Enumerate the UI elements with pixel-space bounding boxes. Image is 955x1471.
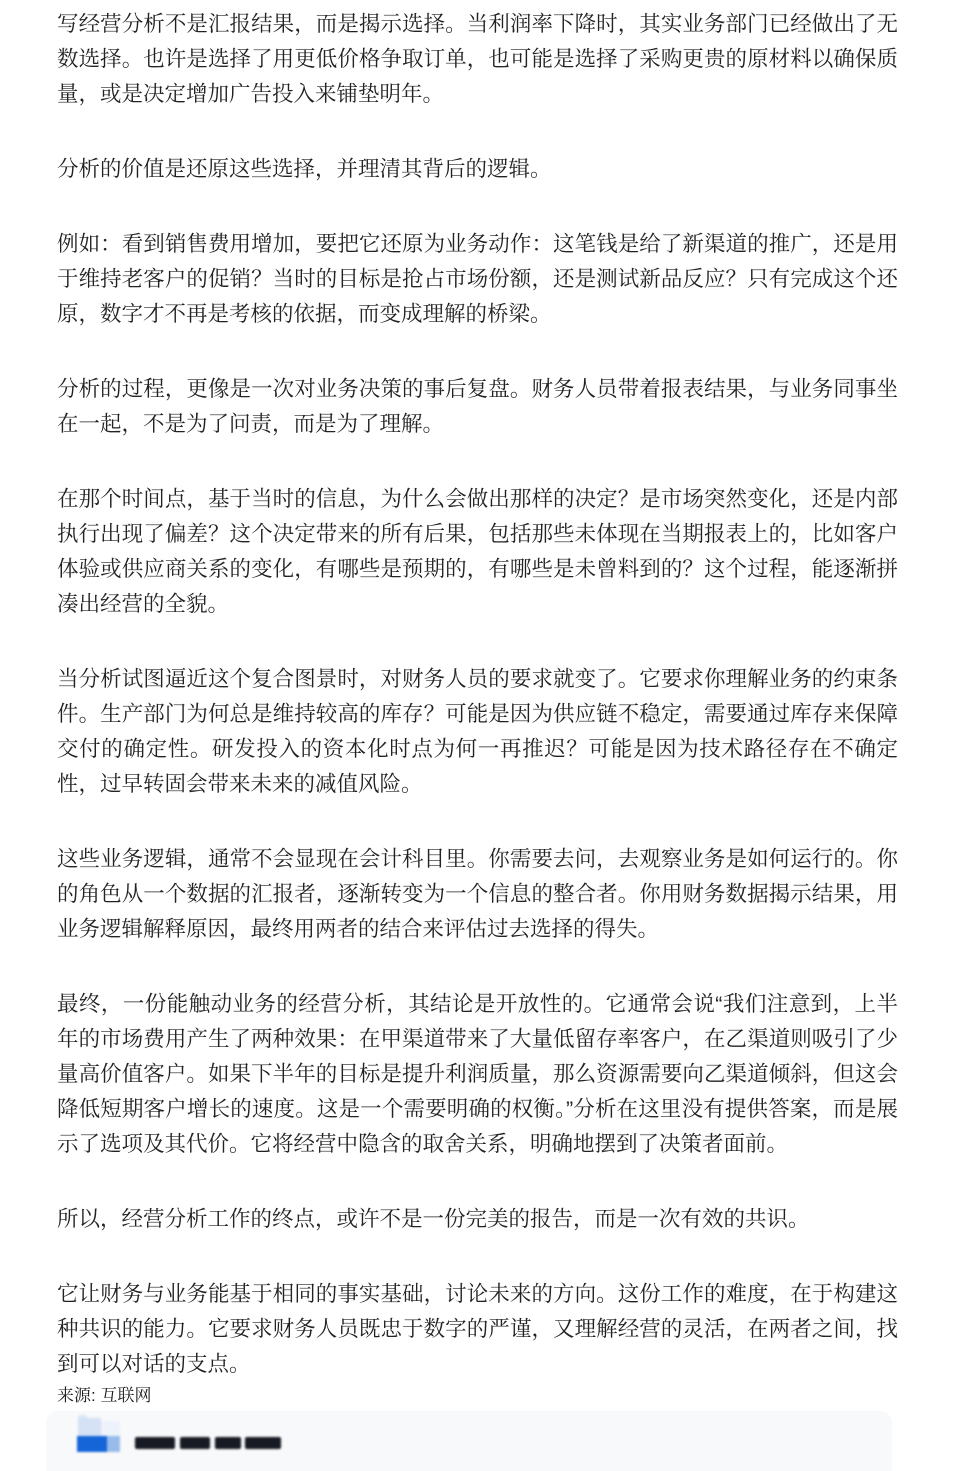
logo-block-pale: [101, 1421, 120, 1436]
logo-block-blue: [77, 1436, 107, 1452]
paragraph-5: 在那个时间点，基于当时的信息，为什么会做出那样的决定？是市场突然变化，还是内部执行出现了偏差？这个决定带来的所有后果，包括那些未体现在当期报表上的，比如客户体验或供应商关系的变化，有哪些是预期的，有哪些是未曾料到的？这个过程，能逐渐拼凑出经营的全貌。: [57, 487, 898, 616]
blurred-card-text: [135, 1437, 175, 1449]
paragraph-7: 这些业务逻辑，通常不会显现在会计科目里。你需要去问，去观察业务是如何运行的。你的角色从一个数据的汇报者，逐渐转变为一个信息的整合者。你用财务数据揭示结果，用业务逻辑解释原因，最终用两者的结合来评估过去选择的得失。: [57, 847, 898, 941]
paragraph-10: 它让财务与业务能基于相同的事实基础，讨论未来的方向。这份工作的难度，在于构建这种共识的能力。它要求财务人员既忠于数字的严谨，又理解经营的灵活，在两者之间，找到可以对话的支点。: [57, 1282, 898, 1376]
source-label: 来源: 互联网: [57, 1386, 152, 1405]
paragraph-3: 例如：看到销售费用增加，要把它还原为业务动作：这笔钱是给了新渠道的推广，还是用于维持老客户的促销？当时的目标是抢占市场份额，还是测试新品反应？只有完成这个还原，数字才不再是考核的依据，而变成理解的桥梁。: [57, 232, 898, 326]
blurred-logo-icon: [77, 1415, 122, 1455]
paragraph-9: 所以，经营分析工作的终点，或许不是一份完美的报告，而是一次有效的共识。: [57, 1207, 810, 1231]
blurred-card-text: [245, 1437, 281, 1449]
paragraph-1: 写经营分析不是汇报结果，而是揭示选择。当利润率下降时，其实业务部门已经做出了无数选择。也许是选择了用更低价格争取订单，也可能是选择了采购更贵的原材料以确保质量，或是决定增加广告投入来铺垫明年。: [57, 12, 898, 106]
paragraph-6: 当分析试图逼近这个复合图景时，对财务人员的要求就变了。它要求你理解业务的约束条件。生产部门为何总是维持较高的库存？可能是因为供应链不稳定，需要通过库存来保障交付的确定性。研发投入的资本化时点为何一再推迟？可能是因为技术路径存在不确定性，过早转固会带来未来的减值风险。: [57, 667, 898, 796]
blurred-card-text: [180, 1437, 210, 1449]
blurred-card-text: [215, 1437, 241, 1449]
attachment-card[interactable]: [46, 1411, 892, 1471]
paragraph-2: 分析的价值是还原这些选择，并理清其背后的逻辑。: [57, 157, 552, 181]
logo-block-light: [78, 1418, 101, 1436]
paragraph-4: 分析的过程，更像是一次对业务决策的事后复盘。财务人员带着报表结果，与业务同事坐在一起，不是为了问责，而是为了理解。: [57, 377, 898, 436]
paragraph-8: 最终，一份能触动业务的经营分析，其结论是开放性的。它通常会说“我们注意到，上半年的市场费用产生了两种效果：在甲渠道带来了大量低留存率客户，在乙渠道则吸引了少量高价值客户。如果下半年的目标是提升利润质量，那么资源需要向乙渠道倾斜，但这会降低短期客户增长的速度。这是一个需要明确的权衡。”分析在这里没有提供答案，而是展示了选项及其代价。它将经营中隐含的取舍关系，明确地摆到了决策者面前。: [57, 992, 898, 1156]
logo-block-mid: [107, 1436, 120, 1452]
